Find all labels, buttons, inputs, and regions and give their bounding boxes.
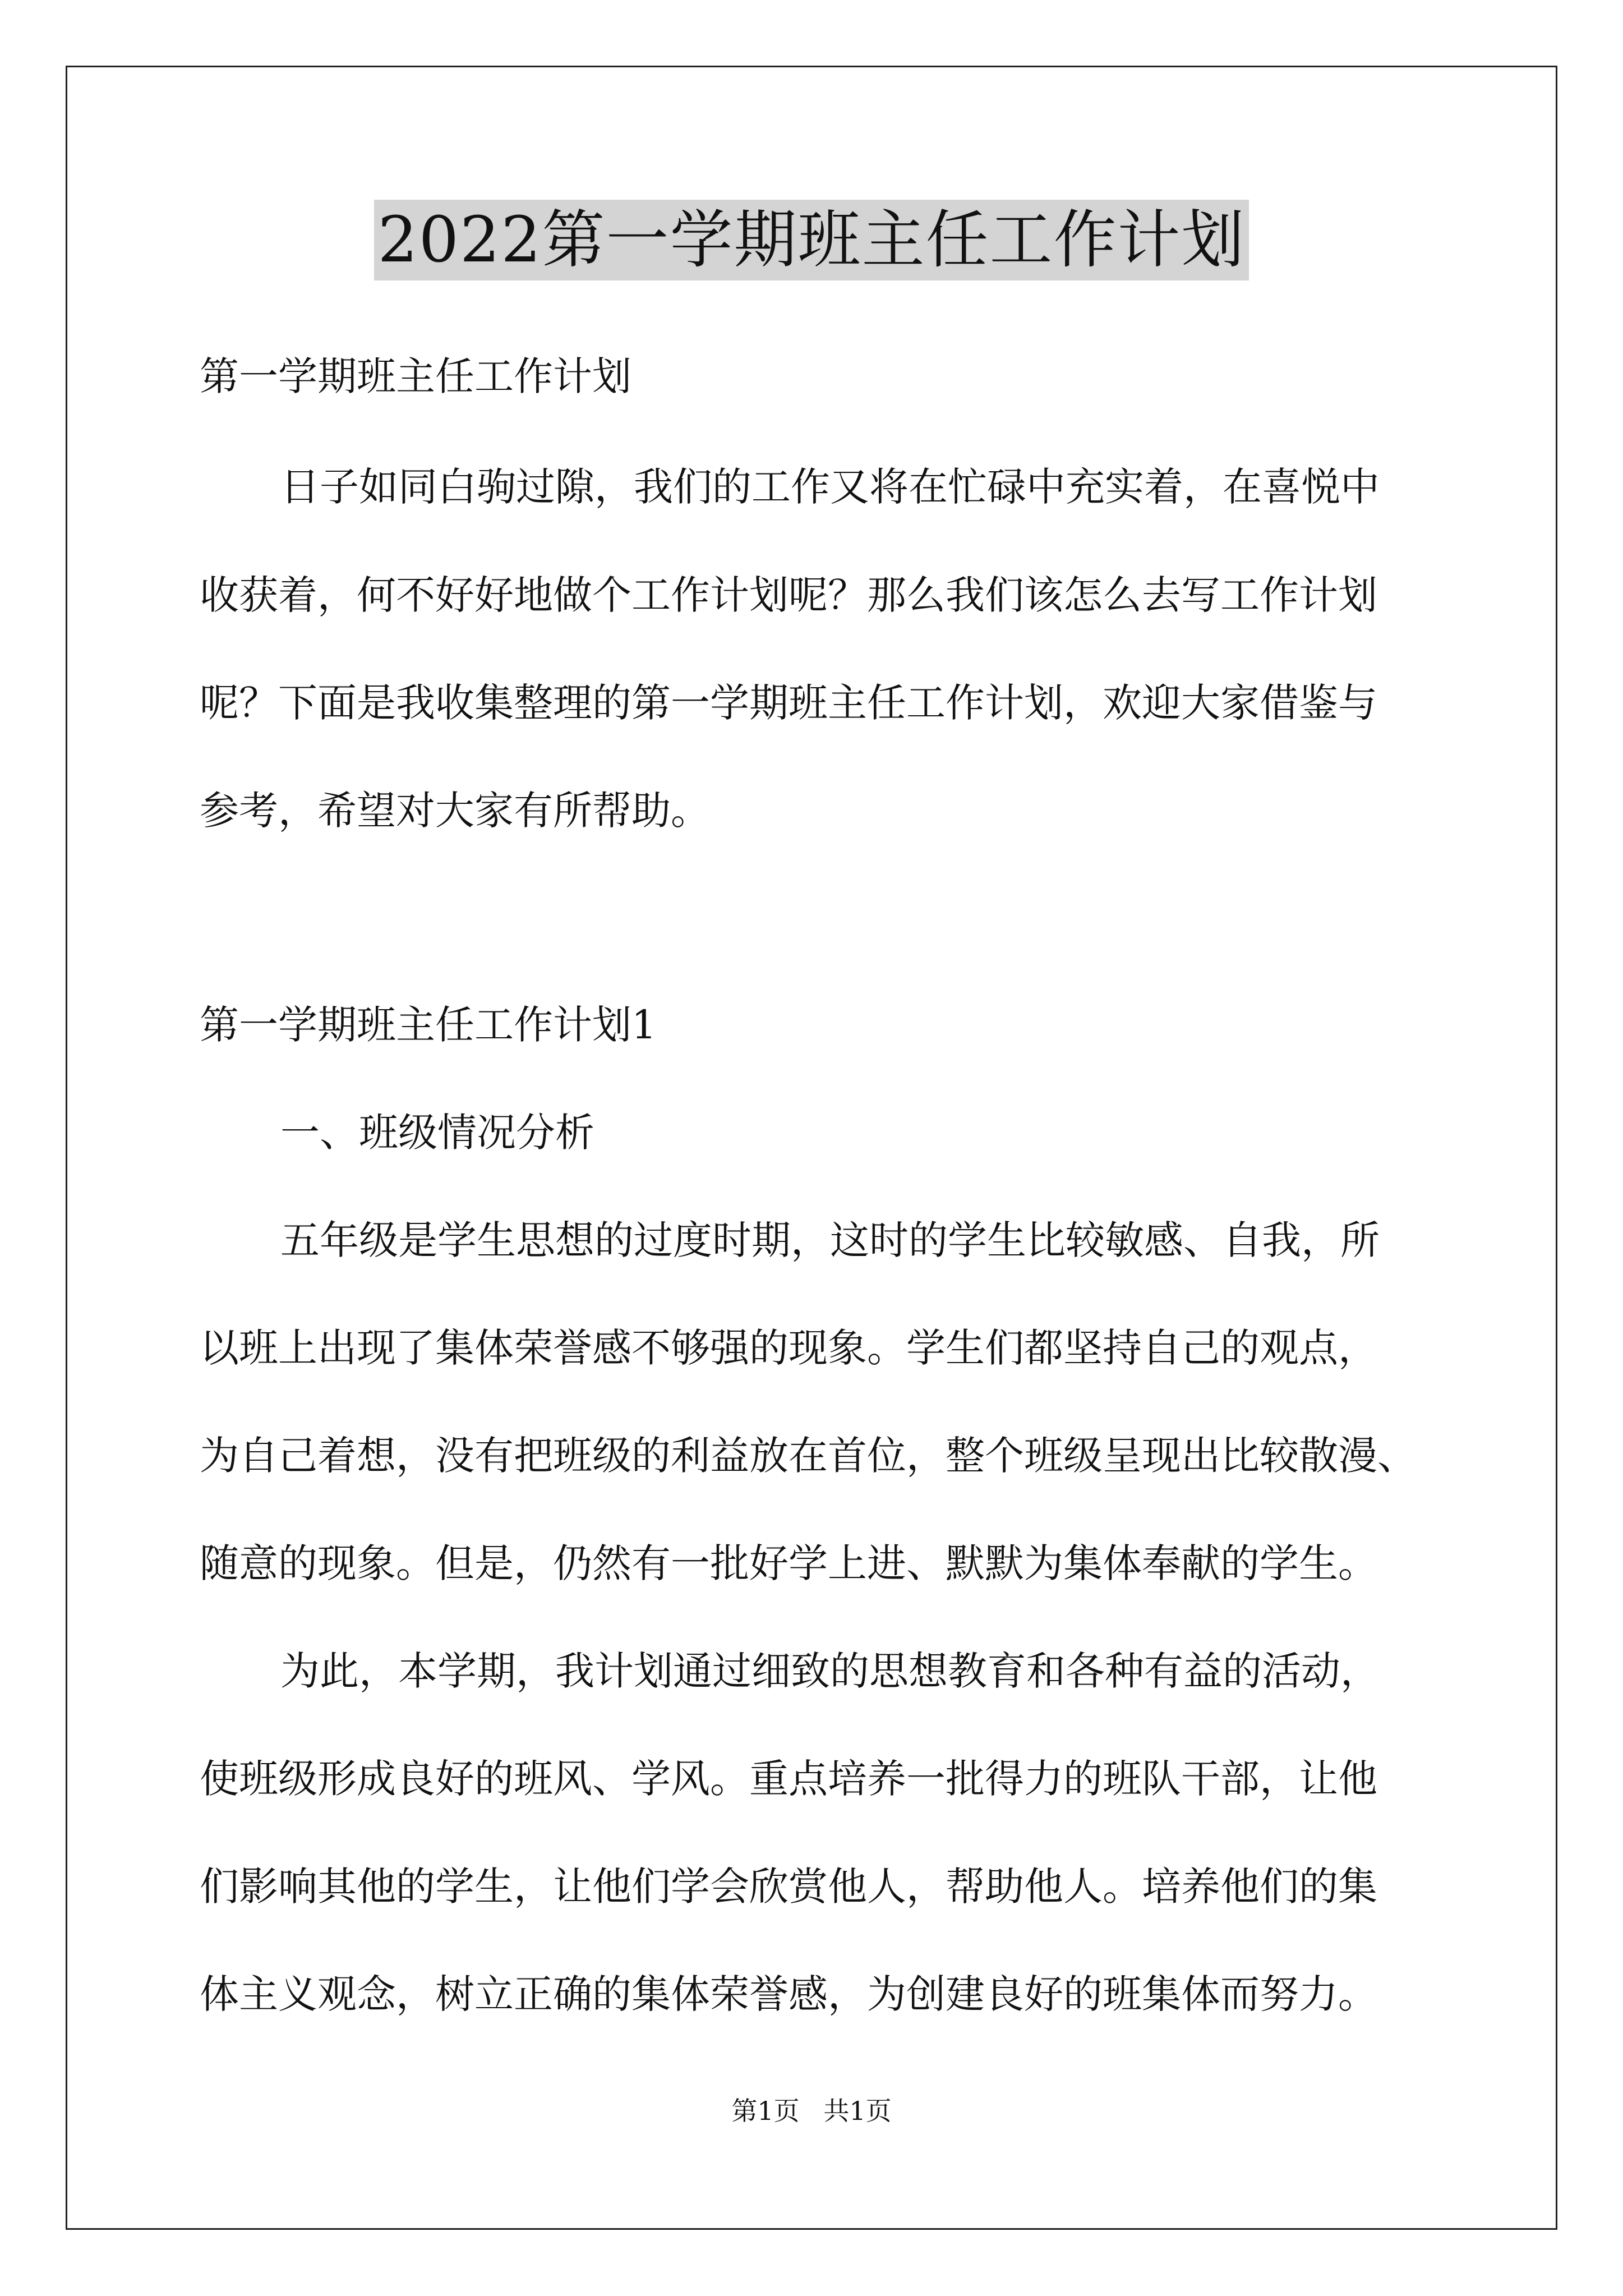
- document-title: [0, 200, 1623, 280]
- paragraph-line: 为此，本学期，我计划通过细致的思想教育和各种有益的活动，: [280, 1648, 1380, 1694]
- paragraph-line: 们影响其他的学生，让他们学会欣赏他人，帮助他人。培养他们的集: [200, 1864, 1377, 1910]
- page-number-total: 共1页: [823, 2096, 892, 2126]
- paragraph-line: 使班级形成良好的班风、学风。重点培养一批得力的班队干部，让他: [200, 1756, 1377, 1802]
- paragraph-line: 五年级是学生思想的过度时期，这时的学生比较敏感、自我，所: [280, 1217, 1380, 1263]
- intro-line: 日子如同白驹过隙，我们的工作又将在忙碌中充实着，在喜悦中: [280, 464, 1380, 510]
- paragraph-line: 随意的现象。但是，仍然有一批好学上进、默默为集体奉献的学生。: [200, 1540, 1377, 1586]
- document-subtitle: 第一学期班主任工作计划: [200, 353, 631, 399]
- section-heading: 一、班级情况分析: [280, 1110, 594, 1156]
- page-number-current: 第1页: [731, 2096, 800, 2126]
- intro-line: 参考，希望对大家有所帮助。: [200, 788, 710, 834]
- paragraph-line: 体主义观念，树立正确的集体荣誉感，为创建良好的班集体而努力。: [200, 1971, 1377, 2017]
- paragraph-line: 为自己着想，没有把班级的利益放在首位，整个班级呈现出比较散漫、: [200, 1433, 1417, 1479]
- document-title-text: 2022第一学期班主任工作计划: [374, 200, 1248, 280]
- paragraph-line: 以班上出现了集体荣誉感不够强的现象。学生们都坚持自己的观点，: [200, 1325, 1377, 1371]
- section-title: 第一学期班主任工作计划1: [200, 1002, 657, 1048]
- intro-line: 呢？下面是我收集整理的第一学期班主任工作计划，欢迎大家借鉴与: [200, 680, 1377, 726]
- intro-line: 收获着，何不好好地做个工作计划呢？那么我们该怎么去写工作计划: [200, 572, 1377, 618]
- page-footer: [0, 2094, 1623, 2128]
